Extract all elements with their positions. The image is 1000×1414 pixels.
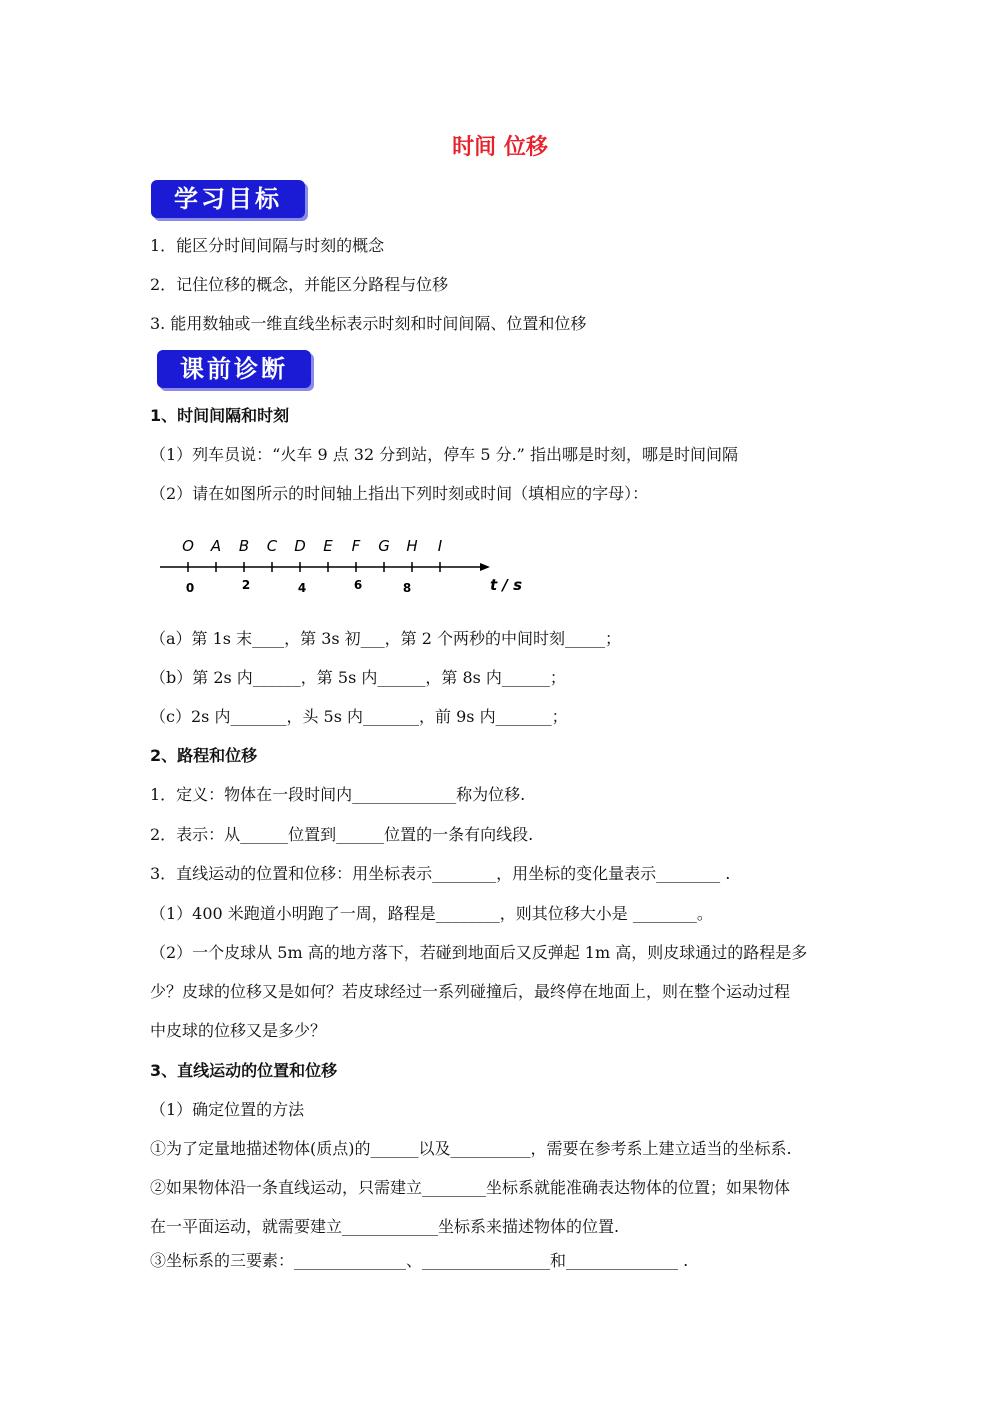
banner-label: 课前诊断 — [180, 355, 288, 383]
axis-letter-label: E — [323, 537, 333, 555]
page-title: 时间 位移 — [452, 135, 548, 160]
content-line: ②如果物体沿一条直线运动，只需建立________坐标系就能准确表达物体的位置；如果物体 — [150, 1178, 791, 1197]
axis-letter-label: G — [378, 537, 390, 555]
goal-item-2: 2．记住位移的概念，并能区分路程与位移 — [150, 275, 449, 294]
answer-line-a: （a）第 1s 末____，第 3s 初___，第 2 个两秒的中间时刻_____； — [150, 629, 622, 648]
axis-arrow-icon — [480, 563, 490, 571]
axis-number-label: 2 — [241, 578, 251, 592]
axis-letter-label: F — [351, 537, 361, 555]
part1-heading: 1、时间间隔和时刻 — [150, 406, 290, 425]
axis-letter-label: I — [437, 537, 443, 555]
time-axis-figure — [150, 530, 530, 600]
section-banner-pre-class — [157, 350, 311, 388]
answer-line-c: （c）2s 内_______，头 5s 内_______，前 9s 内_______； — [150, 707, 568, 726]
representation-line: 2．表示：从______位置到______位置的一条有向线段. — [150, 825, 534, 844]
axis-letter-label: O — [182, 537, 194, 555]
definition-line: 1．定义：物体在一段时间内_____________称为位移. — [150, 785, 526, 804]
linear-motion-line: 3．直线运动的位置和位移：用坐标表示________，用坐标的变化量表示________ . — [150, 864, 731, 883]
axis-unit: t / s — [490, 576, 523, 594]
axis-letter-label: H — [406, 537, 418, 555]
axis-number-label: 8 — [402, 581, 412, 595]
axis-letter-label: A — [210, 537, 222, 555]
axis-letter-label: C — [266, 537, 278, 555]
section-banner-learning-goals — [151, 180, 305, 218]
banner-label: 学习目标 — [174, 185, 282, 213]
axis-letter-label: B — [238, 537, 250, 555]
question-line: （1）列车员说：“火车 9 点 32 分到站，停车 5 分.” 指出哪是时刻，哪是时间间隔 — [150, 445, 738, 464]
goal-item-3: 3. 能用数轴或一维直线坐标表示时刻和时间间隔、位置和位移 — [150, 314, 587, 333]
question-line: （1）400 米跑道小明跑了一周，路程是________，则其位移大小是 ________。 — [150, 904, 713, 923]
question-line: 少？皮球的位移又是如何？若皮球经过一系列碰撞后，最终停在地面上，则在整个运动过程 — [150, 982, 791, 1001]
axis-letter-label: D — [294, 537, 306, 555]
question-line: （2）请在如图所示的时间轴上指出下列时刻或时间（填相应的字母）： — [150, 484, 649, 503]
part3-heading: 3、直线运动的位置和位移 — [150, 1061, 338, 1080]
axis-number-label: 6 — [353, 578, 363, 592]
question-line: 中皮球的位移又是多少？ — [150, 1021, 327, 1040]
subheading: （1）确定位置的方法 — [150, 1100, 305, 1119]
answer-line-b: （b）第 2s 内______，第 5s 内______，第 8s 内______； — [150, 668, 566, 687]
axis-number-label: 0 — [185, 581, 195, 595]
content-line: ①为了定量地描述物体(质点)的______以及__________，需要在参考系上建立适当的坐标系. — [150, 1139, 792, 1158]
part2-heading: 2、路程和位移 — [150, 746, 258, 765]
content-line: 在一平面运动，就需要建立____________坐标系来描述物体的位置. — [150, 1217, 620, 1236]
question-line: （2）一个皮球从 5m 高的地方落下，若碰到地面后又反弹起 1m 高，则皮球通过的路程是多 — [150, 943, 808, 962]
goal-item-1: 1．能区分时间间隔与时刻的概念 — [150, 236, 385, 255]
axis-number-label: 4 — [297, 581, 307, 595]
content-line: ③坐标系的三要素：______________、________________和______________ . — [150, 1251, 689, 1270]
